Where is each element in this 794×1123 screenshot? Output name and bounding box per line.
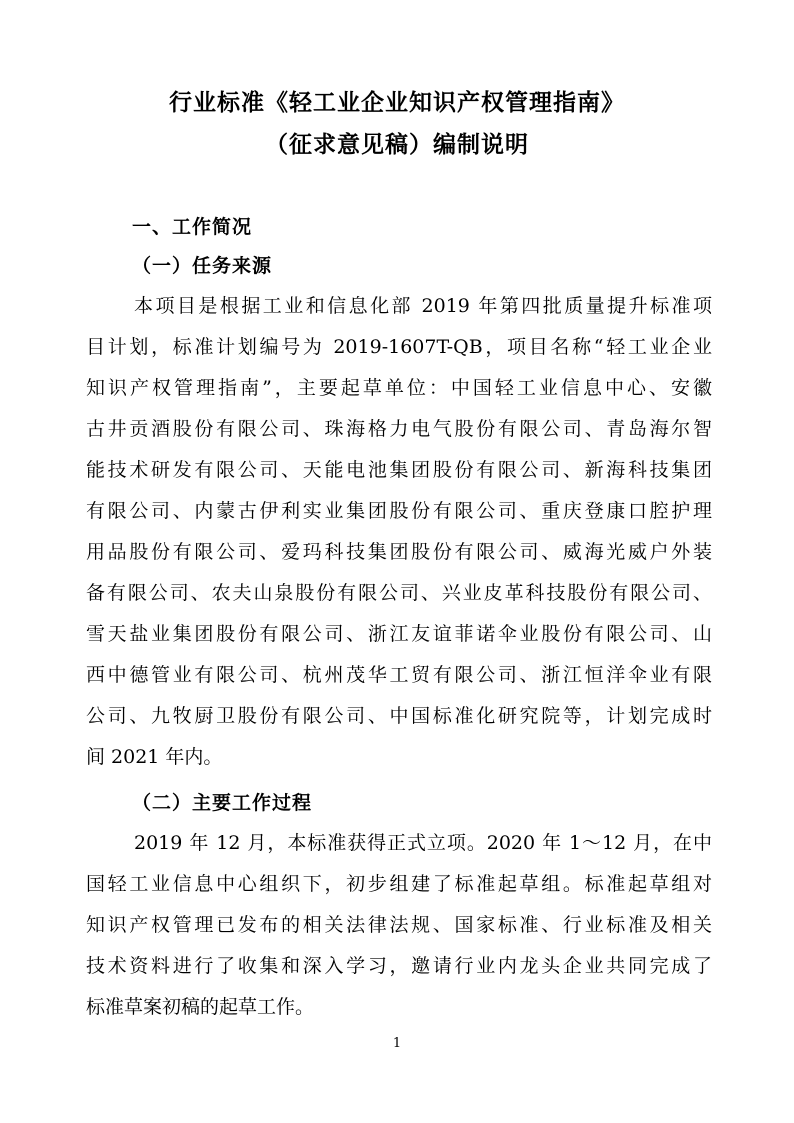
paragraph-line: 公司、九牧厨卫股份有限公司、中国标准化研究院等，计划完成时 bbox=[86, 705, 712, 727]
section-heading-work-overview: 一、工作简况 bbox=[132, 216, 253, 238]
paragraph-line: 西中德管业有限公司、杭州茂华工贸有限公司、浙江恒洋伞业有限 bbox=[86, 664, 712, 686]
paragraph-line: 有限公司、内蒙古伊利实业集团股份有限公司、重庆登康口腔护理 bbox=[86, 500, 712, 522]
paragraph-line: 古井贡酒股份有限公司、珠海格力电气股份有限公司、青岛海尔智 bbox=[86, 418, 712, 440]
page-number: 1 bbox=[392, 1036, 402, 1051]
paragraph-line: 知识产权管理指南”，主要起草单位：中国轻工业信息中心、安徽 bbox=[86, 377, 712, 399]
paragraph-line: 知识产权管理已发布的相关法律法规、国家标准、行业标准及相关 bbox=[86, 914, 712, 936]
document-title: 行业标准《轻工业企业知识产权管理指南》 bbox=[169, 90, 625, 116]
paragraph-line: 国轻工业信息中心组织下，初步组建了标准起草组。标准起草组对 bbox=[86, 873, 712, 895]
paragraph-line: 雪天盐业集团股份有限公司、浙江友谊菲诺伞业股份有限公司、山 bbox=[86, 623, 712, 645]
paragraph-line: 标准草案初稿的起草工作。 bbox=[86, 996, 315, 1018]
paragraph-line: 用品股份有限公司、爱玛科技集团股份有限公司、威海光威户外装 bbox=[86, 541, 712, 563]
subsection-heading-main-process: （二）主要工作过程 bbox=[132, 792, 313, 814]
paragraph-line: 间 2021 年内。 bbox=[86, 746, 223, 768]
paragraph-line: 本项目是根据工业和信息化部 2019 年第四批质量提升标准项 bbox=[134, 295, 712, 317]
subsection-heading-task-source: （一）任务来源 bbox=[132, 255, 273, 277]
paragraph-line: 目计划，标准计划编号为 2019-1607T-QB，项目名称“轻工业企业 bbox=[86, 336, 712, 358]
paragraph-line: 备有限公司、农夫山泉股份有限公司、兴业皮革科技股份有限公司、 bbox=[86, 582, 712, 604]
paragraph-line: 能技术研发有限公司、天能电池集团股份有限公司、新海科技集团 bbox=[86, 459, 712, 481]
document-subtitle: （征求意见稿）编制说明 bbox=[265, 132, 529, 158]
paragraph-line: 技术资料进行了收集和深入学习，邀请行业内龙头企业共同完成了 bbox=[86, 955, 712, 977]
paragraph-line: 2019 年 12 月，本标准获得正式立项。2020 年 1～12 月，在中 bbox=[134, 832, 712, 854]
